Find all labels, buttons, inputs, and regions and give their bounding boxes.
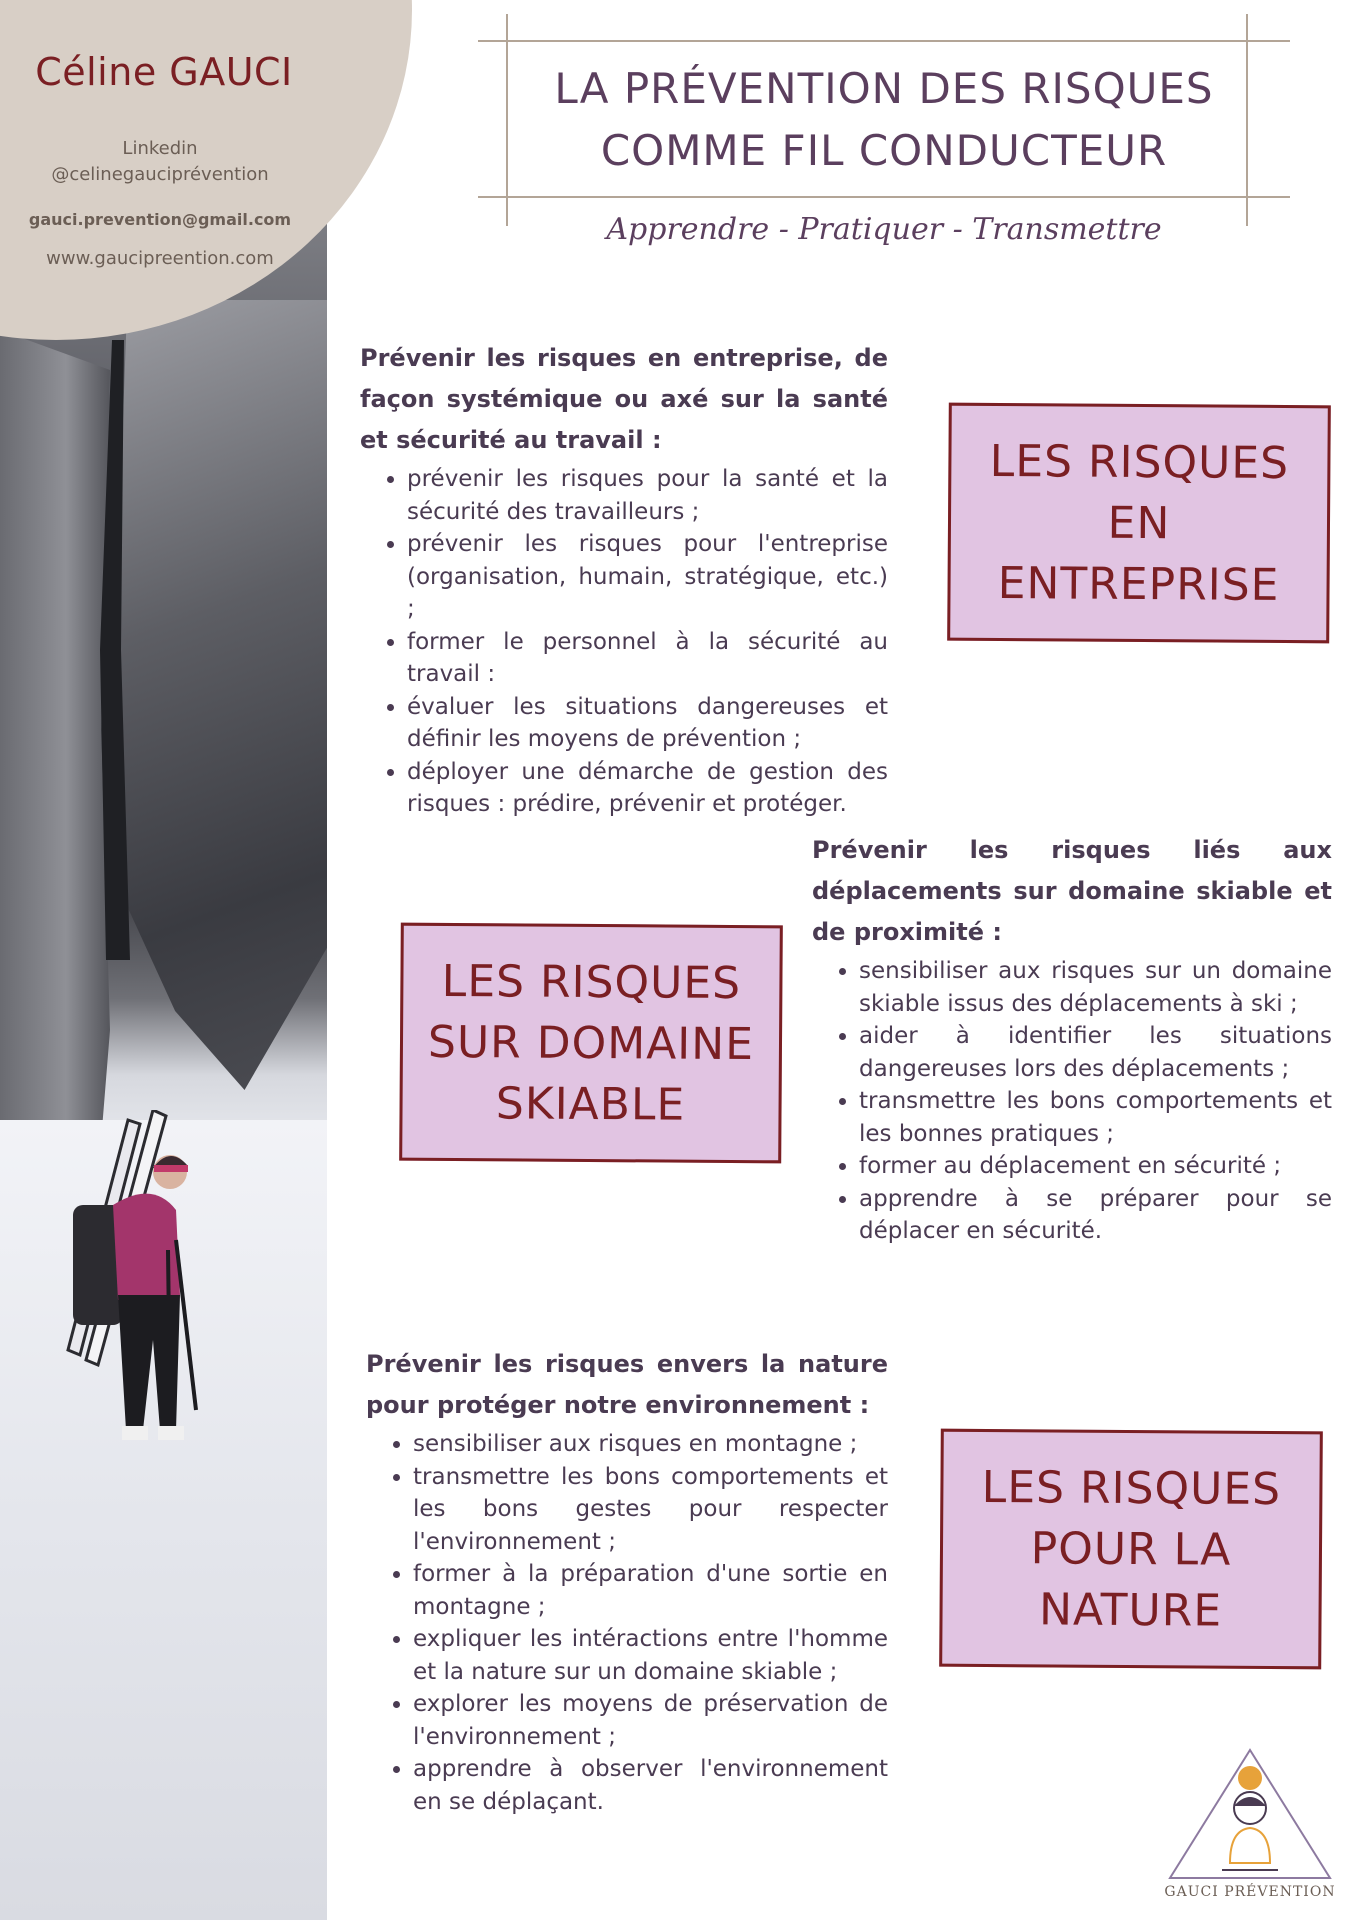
- list-item: • transmettre les bons comportements et les bons gestes pour respecter l'environnement ;: [413, 1461, 888, 1559]
- page-title-line2: COMME FIL CONDUCTEUR: [600, 126, 1168, 175]
- box-label: LES RISQUES EN ENTREPRISE: [989, 435, 1290, 611]
- linkedin-label: Linkedin: [122, 138, 198, 159]
- list-item: • explorer les moyens de préservation de l'environnement ;: [413, 1688, 888, 1753]
- author-name: Céline GAUCI: [35, 50, 293, 94]
- list-item: • apprendre à se préparer pour se déplacer en sécurité.: [859, 1183, 1332, 1248]
- section-entreprise: [360, 338, 888, 821]
- list-item: • former au déplacement en sécurité ;: [859, 1150, 1332, 1183]
- section-list: [360, 463, 888, 821]
- list-item: • aider à identifier les situations dangereuses lors des déplacements ;: [859, 1020, 1332, 1085]
- list-item: • former à la préparation d'une sortie en montagne ;: [413, 1558, 888, 1623]
- frame-bottom-line: [478, 196, 1290, 198]
- section-heading: Prévenir les risques liés aux déplacements sur domaine skiable et de proximité :: [812, 836, 1332, 946]
- page-title-line1: LA PRÉVENTION DES RISQUES: [554, 64, 1214, 113]
- box-label: LES RISQUES SUR DOMAINE SKIABLE: [427, 955, 755, 1131]
- website-url[interactable]: www.gaucipreention.com: [46, 248, 274, 269]
- box-risques-nature: [939, 1429, 1323, 1670]
- box-risques-entreprise: [947, 403, 1331, 644]
- list-item: • expliquer les intéractions entre l'homme et la nature sur un domaine skiable ;: [413, 1623, 888, 1688]
- section-list: [812, 955, 1332, 1248]
- list-item: • prévenir les risques pour la santé et la sécurité des travailleurs ;: [407, 463, 888, 528]
- page-subtitle: Apprendre - Pratiquer - Transmettre: [606, 212, 1162, 247]
- list-item: • sensibiliser aux risques sur un domaine skiable issus des déplacements à ski ;: [859, 955, 1332, 1020]
- list-item: • apprendre à observer l'environnement en se déplaçant.: [413, 1753, 888, 1818]
- list-item: • déployer une démarche de gestion des risques : prédire, prévenir et protéger.: [407, 756, 888, 821]
- frame-top-line: [478, 40, 1290, 42]
- section-domaine-skiable: [812, 830, 1332, 1248]
- mountain-triangle-logo: [1160, 1738, 1340, 1908]
- section-list: [366, 1428, 888, 1818]
- list-item: • former le personnel à la sécurité au travail :: [407, 626, 888, 691]
- box-risques-domaine-skiable: [399, 923, 783, 1164]
- list-item: • transmettre les bons comportements et les bonnes pratiques ;: [859, 1085, 1332, 1150]
- list-item: • prévenir les risques pour l'entreprise (organisation, humain, stratégique, etc.) ;: [407, 528, 888, 626]
- list-item: • sensibiliser aux risques en montagne ;: [413, 1428, 888, 1461]
- box-label: LES RISQUES POUR LA NATURE: [981, 1461, 1282, 1637]
- logo-label: GAUCI PRÉVENTION: [1164, 1884, 1336, 1900]
- section-heading: Prévenir les risques en entreprise, de façon systémique ou axé sur la santé et sécurité au travail :: [360, 344, 888, 454]
- skier-figure: [58, 1110, 208, 1490]
- section-heading: Prévenir les risques envers la nature pour protéger notre environnement :: [366, 1350, 888, 1419]
- email-address[interactable]: gauci.prevention@gmail.com: [28, 210, 292, 229]
- linkedin-handle[interactable]: @celinegauciprévention: [51, 164, 269, 185]
- title-frame: [500, 40, 1268, 200]
- rock-overhang: [110, 300, 327, 1090]
- section-nature: [366, 1344, 888, 1818]
- list-item: • évaluer les situations dangereuses et définir les moyens de prévention ;: [407, 691, 888, 756]
